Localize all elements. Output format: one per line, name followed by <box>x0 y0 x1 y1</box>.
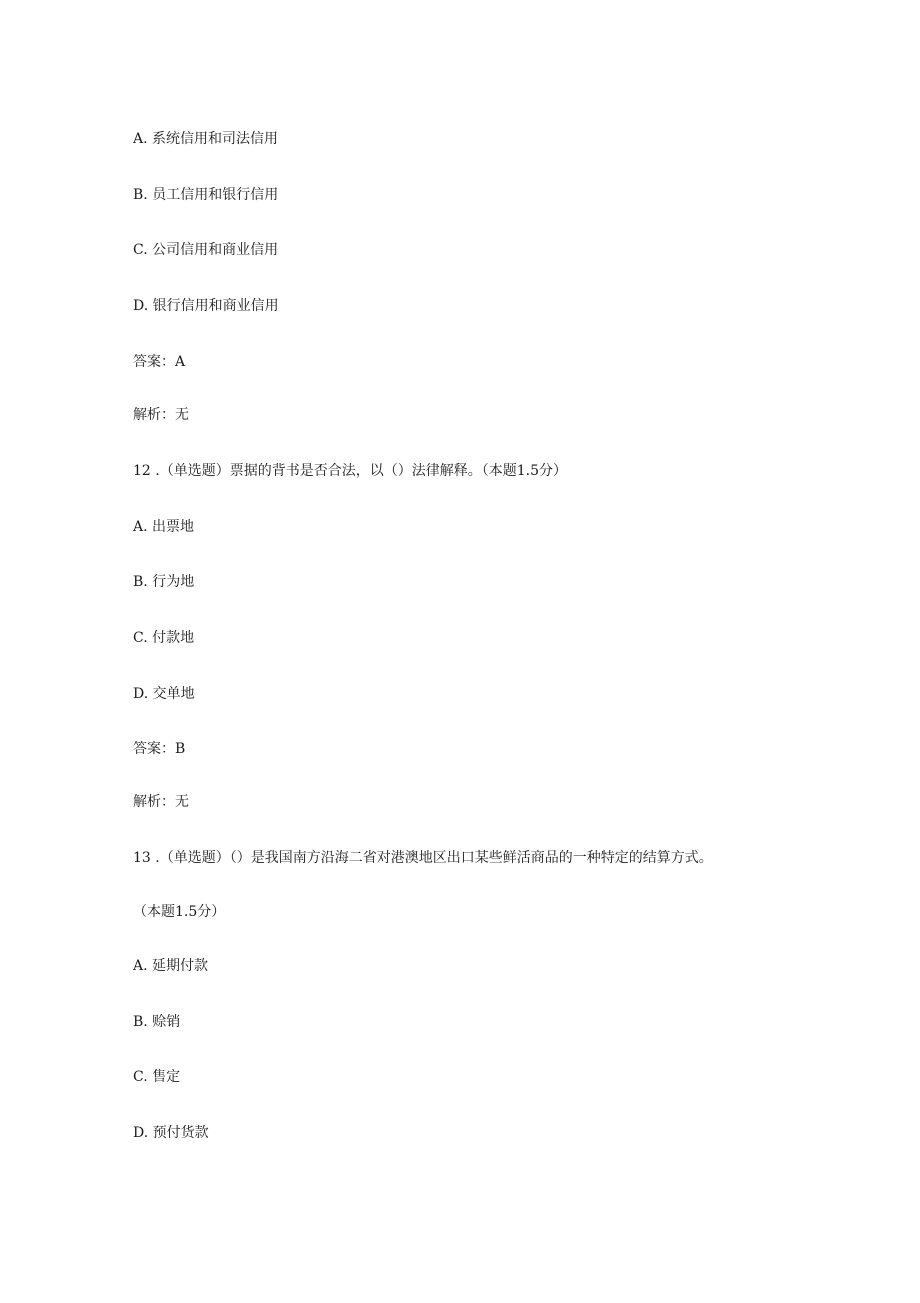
q11-option-b: B. 员工信用和银行信用 <box>133 187 279 203</box>
q13-question-score: （本题1.5分） <box>133 904 226 920</box>
q12-question: 12 .（单选题）票据的背书是否合法，以（）法律解释。（本题1.5分） <box>133 463 567 479</box>
q11-option-c: C. 公司信用和商业信用 <box>133 242 279 258</box>
q12-analysis: 解析：无 <box>133 794 189 810</box>
q11-option-a: A. 系统信用和司法信用 <box>133 131 279 147</box>
q13-option-a: A. 延期付款 <box>133 958 209 974</box>
q12-option-c: C. 付款地 <box>133 630 195 646</box>
q12-option-a: A. 出票地 <box>133 519 195 535</box>
q12-option-d: D. 交单地 <box>133 686 195 702</box>
q12-answer: 答案：B <box>133 741 186 757</box>
q11-answer: 答案：A <box>133 354 186 370</box>
q13-option-c: C. 售定 <box>133 1069 181 1085</box>
q13-question: 13 .（单选题）（）是我国南方沿海二省对港澳地区出口某些鲜活商品的一种特定的结算方式。 <box>133 850 713 866</box>
q11-analysis: 解析：无 <box>133 407 189 423</box>
q12-option-b: B. 行为地 <box>133 574 195 590</box>
q13-option-d: D. 预付货款 <box>133 1125 209 1141</box>
q13-option-b: B. 赊销 <box>133 1014 181 1030</box>
q11-option-d: D. 银行信用和商业信用 <box>133 298 279 314</box>
